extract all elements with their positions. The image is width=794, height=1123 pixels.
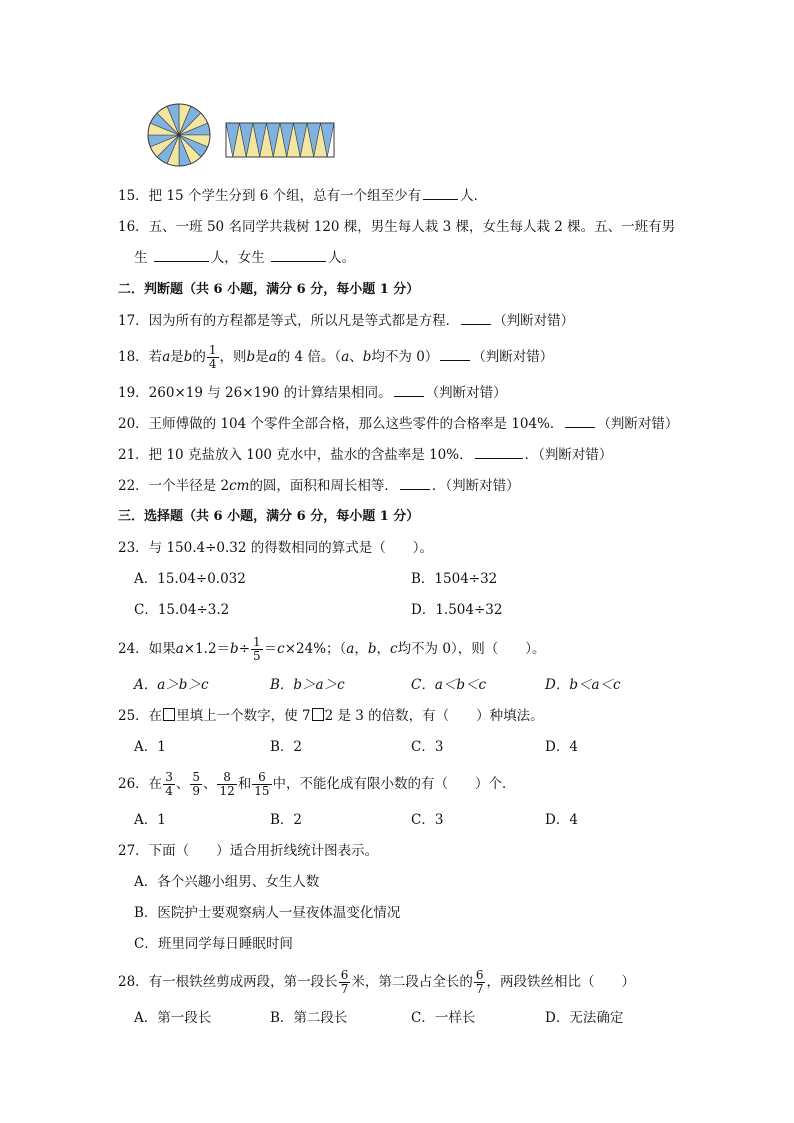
- fraction: $\frac{3}{4}$: [165, 770, 173, 798]
- question-25: 25．在 里填上一个数字，使 7 2 是 3 的倍数，有（ ）种填法。: [118, 708, 544, 724]
- question-21: 21．把 10 克盐放入 100 克水中，盐水的含盐率是 10%． ．（判断对错）: [118, 447, 613, 463]
- option-d[interactable]: D．4: [545, 739, 578, 755]
- question-20: 20．王师傅做的 104 个零件全部合格，那么这些零件的合格率是 104%． （判断对错）: [118, 416, 679, 432]
- question-19: 19．260×19 与 26×190 的计算结果相同。 （判断对错）: [118, 385, 507, 401]
- answer-blank-girls[interactable]: [271, 248, 326, 262]
- option-b[interactable]: B．b＞a＞c: [270, 677, 345, 693]
- answer-blank[interactable]: [475, 445, 523, 459]
- option-a[interactable]: A．a＞b＞c: [134, 677, 209, 693]
- question-18: 18．若a是b的 $\frac{1}{4}$ ，则b是a的 4 倍。（a、b均不为 0） （判断对错）: [118, 343, 554, 371]
- section-2-heading: 二．判断题（共 6 小题，满分 6 分，每小题 1 分）: [118, 282, 420, 297]
- option-b[interactable]: B．第二段长: [270, 1010, 348, 1026]
- option-a[interactable]: A．第一段长: [134, 1010, 212, 1026]
- option-c[interactable]: C．15.04÷3.2: [134, 602, 230, 618]
- question-23: 23．与 150.4÷0.32 的得数相同的算式是（ ）。: [118, 540, 434, 556]
- fraction: $\frac{6}{7}$: [475, 968, 484, 996]
- option-d[interactable]: D．无法确定: [545, 1010, 624, 1026]
- option-a[interactable]: A．各个兴趣小组男、女生人数: [134, 874, 320, 890]
- fraction: $\frac{8}{12}$: [219, 770, 235, 798]
- fraction: $\frac{5}{9}$: [192, 770, 200, 798]
- answer-blank[interactable]: [461, 311, 491, 325]
- option-c[interactable]: C．一样长: [411, 1010, 476, 1026]
- option-c[interactable]: C．3: [411, 812, 444, 828]
- option-a[interactable]: A．15.04÷0.032: [134, 571, 246, 587]
- fraction: $\frac{1}{5}$: [253, 635, 261, 663]
- option-a[interactable]: A．1: [134, 739, 166, 755]
- answer-blank[interactable]: [400, 476, 430, 490]
- answer-blank[interactable]: [394, 383, 424, 397]
- fraction: $\frac{1}{4}$: [208, 343, 217, 371]
- answer-blank[interactable]: [440, 347, 470, 361]
- fraction: $\frac{6}{7}$: [340, 968, 349, 996]
- option-d[interactable]: D．1.504÷32: [411, 602, 503, 618]
- option-b[interactable]: B．2: [270, 812, 303, 828]
- question-17: 17．因为所有的方程都是等式，所以凡是等式都是方程． （判断对错）: [118, 313, 575, 329]
- sectored-circle: [148, 104, 210, 166]
- rearranged-strip: [226, 123, 334, 157]
- option-b[interactable]: B．1504÷32: [411, 571, 498, 587]
- question-27: 27．下面（ ）适合用折线统计图表示。: [118, 843, 379, 859]
- option-d[interactable]: D．b＜a＜c: [545, 677, 621, 693]
- option-b[interactable]: B．医院护士要观察病人一昼夜体温变化情况: [134, 905, 401, 921]
- option-c[interactable]: C．班里同学每日睡眠时间: [134, 936, 293, 952]
- question-15: 15．把 15 个学生分到 6 个组，总有一个组至少有 人．: [118, 188, 488, 204]
- question-22: 22．一个半径是 2cm的圆，面积和周长相等． ．（判断对错）: [118, 478, 520, 494]
- option-b[interactable]: B．2: [270, 739, 303, 755]
- empty-box-glyph: [312, 708, 324, 721]
- question-16-line2: 生 人，女生 人。: [134, 250, 356, 266]
- answer-blank-boys[interactable]: [154, 248, 209, 262]
- question-26: 26．在 $\frac{3}{4}$ 、 $\frac{5}{9}$ 、 $\frac{8}{12}$ 和 $\frac{6}{15}$ 中，不能化成有限小数的有（ ）个．: [118, 770, 516, 798]
- circle-sector-figure: [142, 102, 342, 168]
- option-d[interactable]: D．4: [545, 812, 578, 828]
- question-24: 24．如果a×1.2＝b÷ $\frac{1}{5}$ ＝c×24%；（a，b，c均不为 0），则（ ）。: [118, 635, 546, 663]
- empty-box-glyph: [163, 708, 175, 721]
- question-16-line1: 16．五、一班 50 名同学共栽树 120 棵，男生每人栽 3 棵，女生每人栽 2 棵。五、一班有男: [118, 219, 676, 235]
- section-3-heading: 三．选择题（共 6 小题，满分 6 分，每小题 1 分）: [118, 509, 420, 524]
- option-c[interactable]: C．3: [411, 739, 444, 755]
- option-a[interactable]: A．1: [134, 812, 166, 828]
- question-28: 28．有一根铁丝剪成两段，第一段长 $\frac{6}{7}$ 米，第二段占全长的 $\frac{6}{7}$ ，两段铁丝相比（ ）: [118, 968, 635, 996]
- option-c[interactable]: C．a＜b＜c: [411, 677, 487, 693]
- answer-blank[interactable]: [565, 414, 595, 428]
- answer-blank[interactable]: [423, 186, 458, 200]
- fraction: $\frac{6}{15}$: [254, 770, 270, 798]
